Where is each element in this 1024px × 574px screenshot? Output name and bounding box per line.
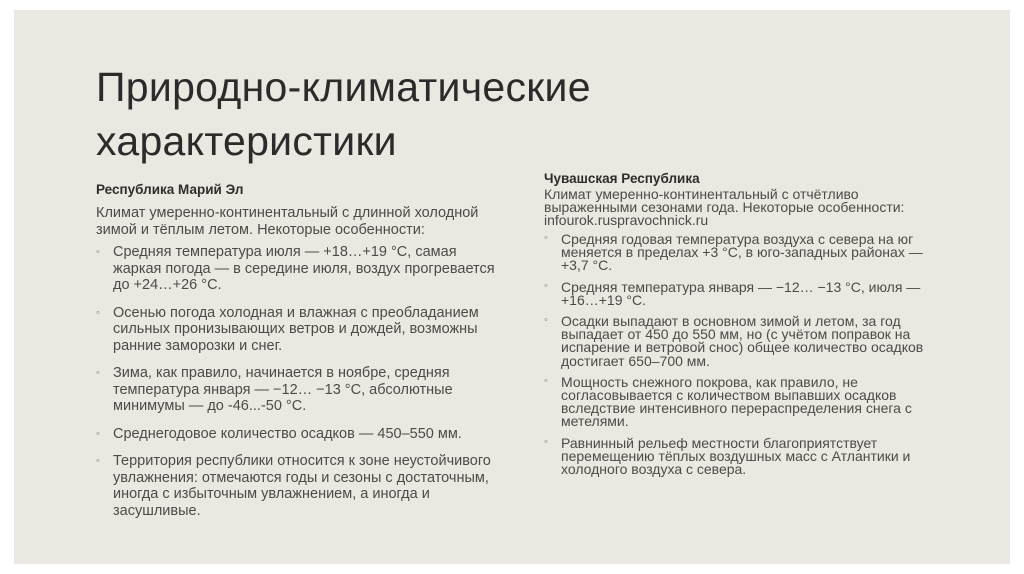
- list-item: [96, 244, 506, 294]
- list-item: [96, 365, 506, 415]
- slide: [14, 10, 1010, 564]
- left-bullet-list: [96, 244, 506, 519]
- right-column-intro: Климат умеренно-континентальный с отчётливо выраженными сезонами года. Некоторые особенности: infourok.ruspravochnick.ru: [544, 186, 905, 228]
- list-item-text: Средняя температура января — −12… −13 °С, июля — +16…+19 °С.: [561, 278, 921, 308]
- list-item-text: Равнинный рельеф местности благоприятствует перемещению тёплых воздушных масс с Атлантики и холодного воздуха с севера.: [561, 434, 911, 478]
- list-item-text: Среднегодовое количество осадков — 450–550 мм.: [113, 425, 462, 442]
- list-item: [96, 453, 506, 519]
- list-item: [96, 426, 506, 443]
- list-item-text: Зима, как правило, начинается в ноябре, средняя температура января — −12… −13 °С, абсолютные минимумы — до -46...-50 °С.: [113, 365, 453, 414]
- list-item-text: Осенью погода холодная и влажная с преобладанием сильных пронизывающих ветров и дождей, возможны ранние заморозки и снег.: [113, 304, 479, 354]
- left-column-heading: Республика Марий Эл: [96, 182, 244, 197]
- list-item-text: Территория республики относится к зоне неустойчивого увлажнения: отмечаются годы и сезоны с достаточным, иногда с избыточным увлажнением, а иногда и засушливые.: [113, 453, 491, 519]
- right-bullet-list: [544, 233, 944, 476]
- bullet-icon: ◦: [544, 232, 548, 244]
- left-column: [96, 182, 506, 530]
- list-item: [544, 233, 944, 273]
- bullet-icon: ◦: [96, 306, 100, 319]
- bullet-icon: ◦: [544, 374, 548, 387]
- slide-title: Природно-климатические характеристики: [96, 64, 591, 164]
- bullet-icon: ◦: [544, 435, 548, 448]
- right-column-heading: Чувашская Республика: [544, 171, 700, 186]
- list-item-text: Осадки выпадают в основном зимой и летом, за год выпадает от 450 до 550 мм, но (с учётом поправок на испарение и ветровой снос) общее количество осадков достигает 650–700 мм.: [561, 313, 924, 369]
- list-item-text: Средняя годовая температура воздуха с севера на юг меняется в пределах +3 °С, в юго-западных районах — +3,7 °С.: [561, 231, 923, 274]
- list-item-text: Средняя температура июля — +18…+19 °С, самая жаркая погода — в середине июля, воздух прогревается до +24…+26 °С.: [113, 244, 495, 293]
- list-item-text: Мощность снежного покрова, как правило, не согласовывается с количеством выпавших осадков вследствие интенсивного перераспределения снега с метелями.: [561, 373, 912, 430]
- bullet-icon: ◦: [544, 314, 548, 327]
- bullet-icon: ◦: [96, 455, 100, 467]
- bullet-icon: ◦: [544, 279, 548, 292]
- right-column: [544, 171, 944, 484]
- list-item: [96, 305, 506, 355]
- bullet-icon: ◦: [96, 427, 100, 440]
- list-item: [544, 315, 944, 368]
- list-item: [544, 373, 944, 430]
- bullet-icon: ◦: [96, 367, 100, 379]
- list-item: [544, 434, 944, 478]
- left-column-intro: Климат умеренно-континентальный с длинной холодной зимой и тёплым летом. Некоторые особенности:: [96, 205, 479, 238]
- list-item: [544, 278, 944, 308]
- bullet-icon: ◦: [96, 246, 100, 258]
